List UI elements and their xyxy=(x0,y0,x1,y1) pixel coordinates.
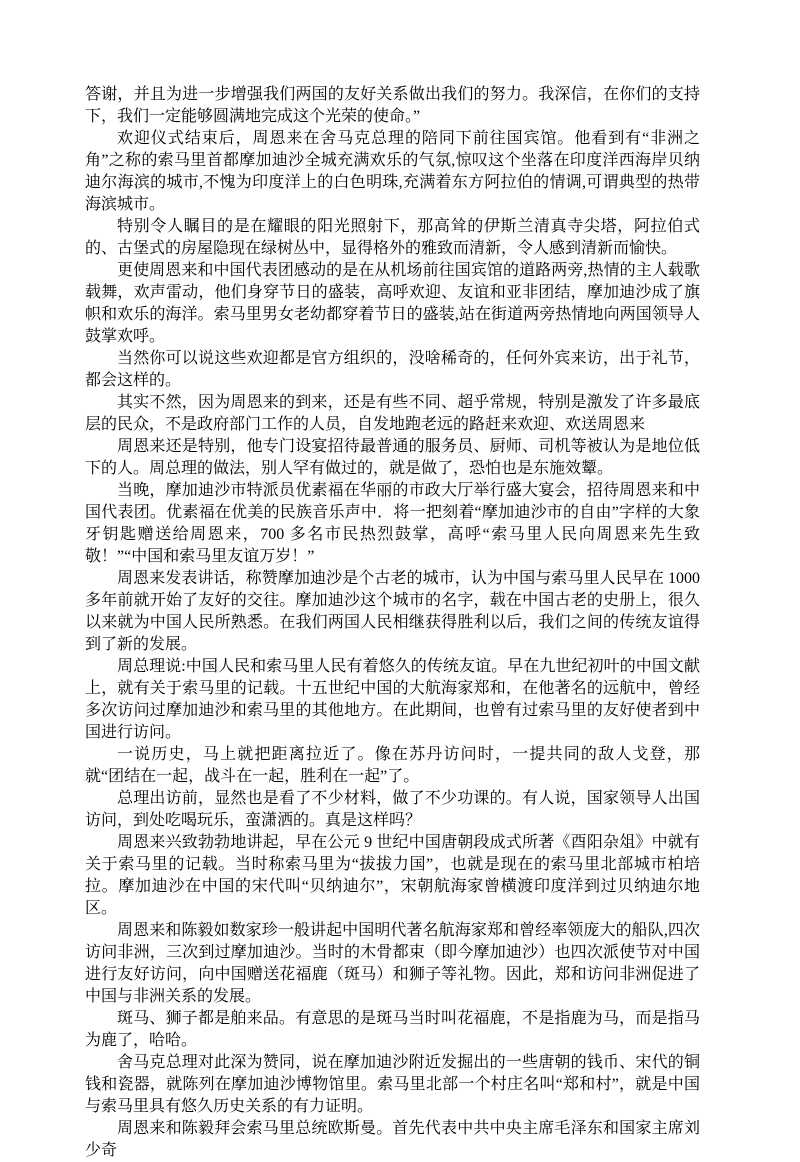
paragraph: 其实不然，因为周恩来的到来，还是有些不同、超乎常规，特别是激发了许多最底层的民众，不是政府部门工作的人员，自发地跑老远的路赶来欢迎、欢送周恩来 xyxy=(85,394,700,433)
paragraph: 斑马、狮子都是舶来品。有意思的是斑马当时叫花福鹿，不是指鹿为马，而是指马为鹿了，哈哈。 xyxy=(85,1010,700,1049)
paragraph: 一说历史，马上就把距离拉近了。像在苏丹访问时，一提共同的敌人戈登，那就“团结在一起，战斗在一起，胜利在一起”了。 xyxy=(85,746,700,785)
paragraph: 周恩来还是特别，他专门设宴招待最普通的服务员、厨师、司机等被认为是地位低下的人。周总理的做法，别人罕有做过的，就是做了，恐怕也是东施效颦。 xyxy=(85,438,700,477)
paragraph: 周恩来发表讲话，称赞摩加迪沙是个古老的城市，认为中国与索马里人民早在 1000 多年前就开始了友好的交往。摩加迪沙这个城市的名字，载在中国古老的史册上，很久以来就为中国人民所熟悉。在我们两国人民相继获得胜利以后，我们之间的传统友谊得到了新的发展。 xyxy=(85,570,700,653)
paragraph: 周恩来兴致勃勃地讲起，早在公元 9 世纪中国唐朝段成式所著《酉阳杂俎》中就有关于索马里的记载。当时称索马里为“拔拔力国”，也就是现在的索马里北部城市柏培拉。摩加迪沙在中国的宋代叫“贝纳迪尔”，宋朝航海家曾横渡印度洋到过贝纳迪尔地区。 xyxy=(85,834,700,917)
paragraph: 周恩来和陈毅拜会索马里总统欧斯曼。首先代表中共中央主席毛泽东和国家主席刘少奇 xyxy=(85,1120,700,1159)
paragraph: 周总理说:中国人民和索马里人民有着悠久的传统友谊。早在九世纪初叶的中国文献上，就有关于索马里的记载。十五世纪中国的大航海家郑和，在他著名的远航中，曾经多次访问过摩加迪沙和索马里的其他地方。在此期间，也曾有过索马里的友好使者到中国进行访问。 xyxy=(85,658,700,741)
paragraph: 答谢，并且为进一步增强我们两国的友好关系做出我们的努力。我深信，在你们的支持下，我们一定能够圆满地完成这个光荣的使命。” xyxy=(85,86,700,125)
paragraph: 特别令人瞩目的是在耀眼的阳光照射下，那高耸的伊斯兰清真寺尖塔，阿拉伯式的、古堡式的房屋隐现在绿树丛中，显得格外的雅致而清新，令人感到清新而愉快。 xyxy=(85,218,700,257)
paragraph: 总理出访前，显然也是看了不少材料，做了不少功课的。有人说，国家领导人出国访问，到处吃喝玩乐，蛮潇洒的。真是这样吗？ xyxy=(85,790,700,829)
paragraph: 欢迎仪式结束后，周恩来在舍马克总理的陪同下前往国宾馆。他看到有“非洲之角”之称的索马里首都摩加迪沙全城充满欢乐的气氛,惊叹这个坐落在印度洋西海岸贝纳迪尔海滨的城市,不愧为印度洋上的白色明珠,充满着东方阿拉伯的情调,可谓典型的热带海滨城市。 xyxy=(85,130,700,213)
paragraph: 舍马克总理对此深为赞同，说在摩加迪沙附近发掘出的一些唐朝的钱币、宋代的铜钱和瓷器，就陈列在摩加迪沙博物馆里。索马里北部一个村庄名叫“郑和村”，就是中国与索马里具有悠久历史关系的有力证明。 xyxy=(85,1054,700,1115)
paragraph: 周恩来和陈毅如数家珍一般讲起中国明代著名航海家郑和曾经率领庞大的船队,四次访问非洲，三次到过摩加迪沙。当时的木骨都束（即今摩加迪沙）也四次派使节对中国进行友好访问，向中国赠送花福鹿（斑马）和狮子等礼物。因此，郑和访问非洲促进了中国与非洲关系的发展。 xyxy=(85,922,700,1005)
paragraph: 当然你可以说这些欢迎都是官方组织的，没啥稀奇的，任何外宾来访，出于礼节，都会这样的。 xyxy=(85,350,700,389)
paragraph: 当晚，摩加迪沙市特派员优素福在华丽的市政大厅举行盛大宴会，招待周恩来和中国代表团。优素福在优美的民族音乐声中．将一把刻着“摩加迪沙市的自由”字样的大象牙钥匙赠送给周恩来，700 多名市民热烈鼓掌，高呼“索马里人民向周恩来先生致敬！”“中国和索马里友谊万岁！” xyxy=(85,482,700,565)
document-text-block xyxy=(85,84,700,1162)
paragraph: 更使周恩来和中国代表团感动的是在从机场前往国宾馆的道路两旁,热情的主人载歌载舞，欢声雷动，他们身穿节日的盛装，高呼欢迎、友谊和亚非团结，摩加迪沙成了旗帜和欢乐的海洋。索马里男女老幼都穿着节日的盛装,站在街道两旁热情地向两国领导人鼓掌欢呼。 xyxy=(85,262,700,345)
